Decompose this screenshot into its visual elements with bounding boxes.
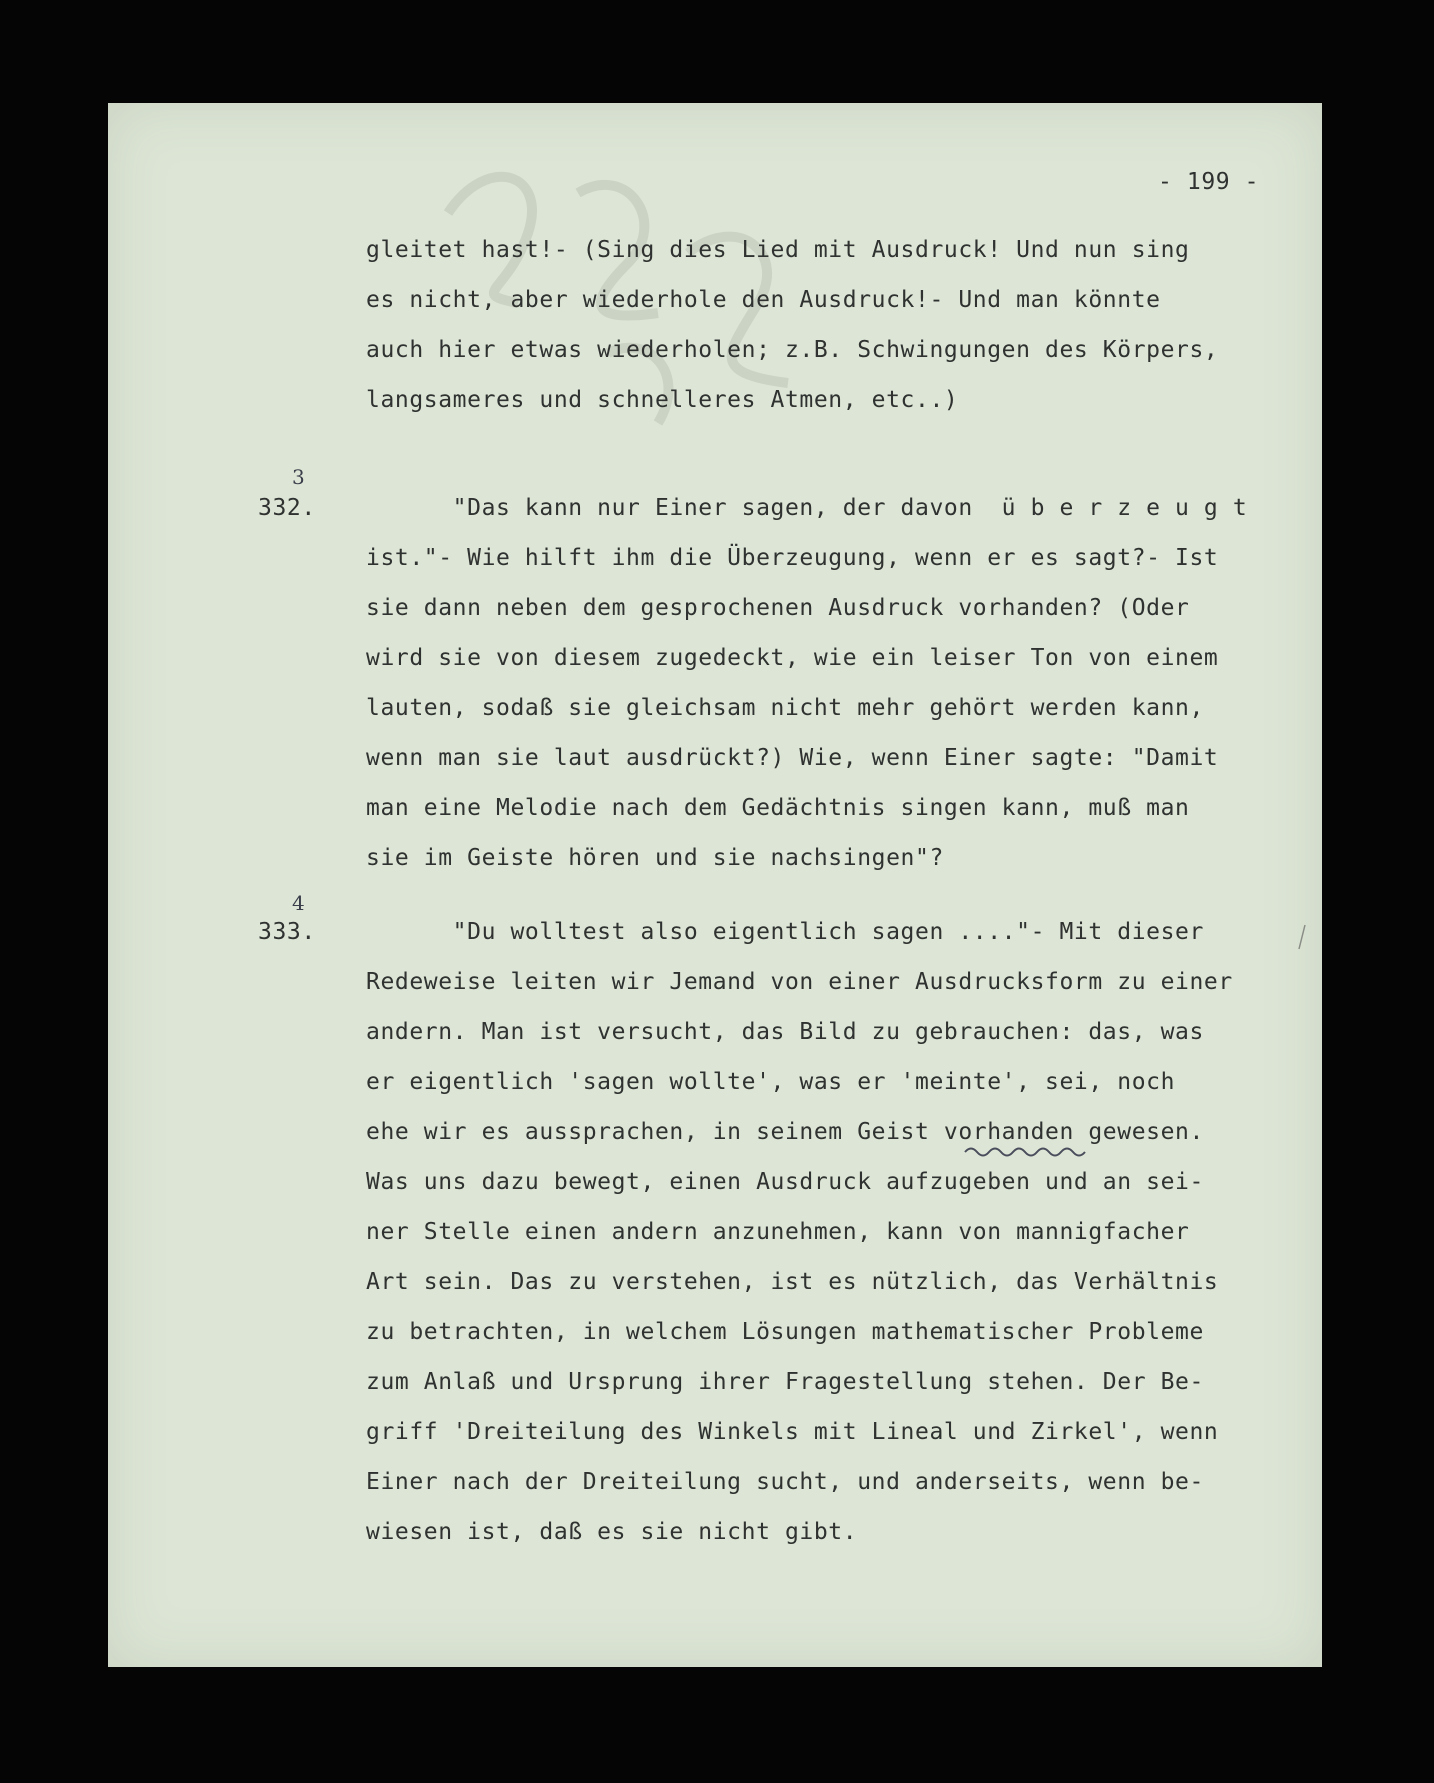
- text-line: Art sein. Das zu verstehen, ist es nützlich, das Verhältnis: [366, 1269, 1219, 1295]
- text-line: Einer nach der Dreiteilung sucht, und anderseits, wenn be-: [366, 1469, 1204, 1495]
- text-line: sie im Geiste hören und sie nachsingen"?: [366, 845, 944, 871]
- text-line: andern. Man ist versucht, das Bild zu gebrauchen: das, was: [366, 1019, 1204, 1045]
- handwritten-correction: 3: [292, 465, 305, 489]
- text-line: wiesen ist, daß es sie nicht gibt.: [366, 1519, 858, 1545]
- text-line: ner Stelle einen andern anzunehmen, kann von mannigfacher: [366, 1219, 1190, 1245]
- text-line: zum Anlaß und Ursprung ihrer Fragestellung stehen. Der Be-: [366, 1369, 1204, 1395]
- text-line: griff 'Dreiteilung des Winkels mit Lineal und Zirkel', wenn: [366, 1419, 1219, 1445]
- document-page: [108, 103, 1322, 1667]
- paragraph-number: 333.: [258, 919, 316, 945]
- paragraph-number: 332.: [258, 495, 316, 521]
- text-line: zu betrachten, in welchem Lösungen mathematischer Probleme: [366, 1319, 1204, 1345]
- text-line: Redeweise leiten wir Jemand von einer Ausdrucksform zu einer: [366, 969, 1233, 995]
- text-line: gleitet hast!- (Sing dies Lied mit Ausdruck! Und nun sing: [366, 237, 1190, 263]
- text-line: wird sie von diesem zugedeckt, wie ein leiser Ton von einem: [366, 645, 1219, 671]
- handwritten-correction: 4: [292, 891, 305, 915]
- text-line: "Du wolltest also eigentlich sagen ...."- Mit dieser: [366, 919, 1204, 945]
- page-number: - 199 -: [1158, 169, 1260, 195]
- text-line: "Das kann nur Einer sagen, der davon ü b e r z e u g t: [366, 495, 1248, 521]
- text-line: man eine Melodie nach dem Gedächtnis singen kann, muß man: [366, 795, 1190, 821]
- text-line: langsameres und schnelleres Atmen, etc..): [366, 387, 959, 413]
- text-line: er eigentlich 'sagen wollte', was er 'meinte', sei, noch: [366, 1069, 1176, 1095]
- text-line: sie dann neben dem gesprochenen Ausdruck vorhanden? (Oder: [366, 595, 1190, 621]
- text-line: lauten, sodaß sie gleichsam nicht mehr gehört werden kann,: [366, 695, 1204, 721]
- text-line: es nicht, aber wiederhole den Ausdruck!- Und man könnte: [366, 287, 1161, 313]
- text-line: ist."- Wie hilft ihm die Überzeugung, wenn er es sagt?- Ist: [366, 545, 1219, 571]
- text-line: wenn man sie laut ausdrückt?) Wie, wenn Einer sagte: "Damit: [366, 745, 1219, 771]
- text-line: Was uns dazu bewegt, einen Ausdruck aufzugeben und an sei-: [366, 1169, 1204, 1195]
- text-line: auch hier etwas wiederholen; z.B. Schwingungen des Körpers,: [366, 337, 1219, 363]
- pencil-mark: [1296, 923, 1308, 953]
- text-line: ehe wir es aussprachen, in seinem Geist vorhanden gewesen.: [366, 1119, 1204, 1145]
